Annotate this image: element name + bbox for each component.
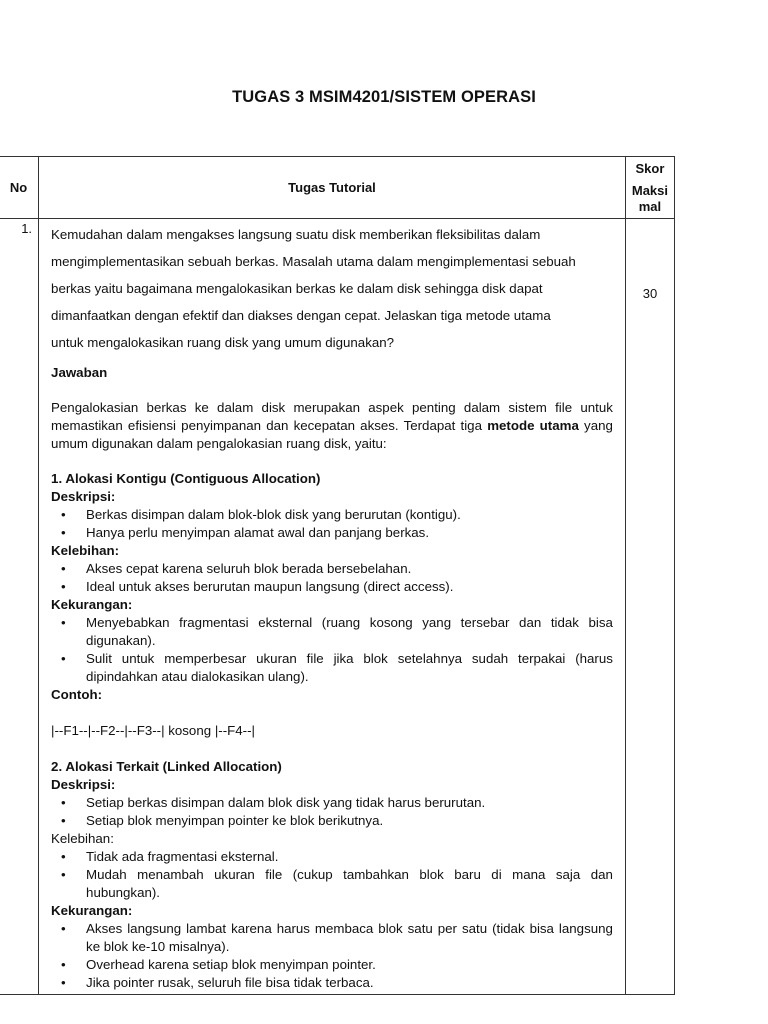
table-header-row xyxy=(0,157,675,219)
question-line: Kemudahan dalam mengakses langsung suatu disk memberikan fleksibilitas dalam xyxy=(51,227,541,242)
section2-pros-list xyxy=(51,848,613,902)
header-score xyxy=(625,157,674,219)
list-item: • Overhead karena setiap blok menyimpan pointer. xyxy=(86,956,613,974)
list-item: • Hanya perlu menyimpan alamat awal dan panjang berkas. xyxy=(86,524,613,542)
section1-desc-list xyxy=(51,506,613,542)
section2-cons-label: Kekurangan: xyxy=(51,903,133,918)
question-line: untuk mengalokasikan ruang disk yang umum digunakan? xyxy=(51,335,395,350)
question-text xyxy=(51,221,613,356)
section2-title: 2. Alokasi Terkait (Linked Allocation) xyxy=(51,759,282,774)
row-number: 1. xyxy=(21,221,33,236)
list-item: • Akses langsung lambat karena harus membaca blok satu per satu (tidak bisa langsung ke blok ke-10 misalnya). xyxy=(86,920,613,956)
list-item: • Mudah menambah ukuran file (cukup tambahkan blok baru di mana saja dan hubungkan). xyxy=(86,866,613,902)
page-title: TUGAS 3 MSIM4201/SISTEM OPERASI xyxy=(232,88,536,106)
score-cell xyxy=(625,219,674,995)
list-item: • Akses cepat karena seluruh blok berada bersebelahan. xyxy=(86,560,613,578)
header-score-line3: mal xyxy=(638,198,662,214)
intro-text-b: yang umum digunakan dalam pengalokasian ruang disk, yaitu: xyxy=(51,418,613,451)
row-number-cell xyxy=(0,219,39,995)
question-line: dimanfaatkan dengan efektif dan diakses dengan cepat. Jelaskan tiga metode utama xyxy=(51,308,551,323)
section1-desc-label: Deskripsi: xyxy=(51,489,116,504)
list-item: • Berkas disimpan dalam blok-blok disk yang berurutan (kontigu). xyxy=(86,506,613,524)
score-value: 30 xyxy=(642,286,658,301)
list-item: • Tidak ada fragmentasi eksternal. xyxy=(86,848,613,866)
list-item: • Menyebabkan fragmentasi eksternal (ruang kosong yang tersebar dan tidak bisa digunakan). xyxy=(86,614,613,650)
section2-pros-label: Kelebihan: xyxy=(51,831,114,846)
section1-cons-label: Kekurangan: xyxy=(51,597,133,612)
question-line: berkas yaitu bagaimana mengalokasikan berkas ke dalam disk sehingga disk dapat xyxy=(51,281,543,296)
table-row xyxy=(0,219,675,995)
intro-text-a: Pengalokasian berkas ke dalam disk merupakan aspek penting dalam sistem file untuk memastikan efisiensi penyimpanan dan kecepatan akses. Terdapat tiga xyxy=(51,400,613,433)
section1-example: |--F1--|--F2--|--F3--| kosong |--F4--| xyxy=(51,723,255,738)
section1-pros-list xyxy=(51,560,613,596)
list-item: • Sulit untuk memperbesar ukuran file jika blok setelahnya sudah terpakai (harus dipindahkan atau dialokasikan ulang). xyxy=(86,650,613,686)
section2-desc-list xyxy=(51,794,613,830)
header-no: No xyxy=(0,157,39,219)
section2-cons-list xyxy=(51,920,613,992)
list-item: • Setiap berkas disimpan dalam blok disk yang tidak harus berurutan. xyxy=(86,794,613,812)
question-line: mengimplementasikan sebuah berkas. Masalah utama dalam mengimplementasi sebuah xyxy=(51,254,576,269)
header-task: Tugas Tutorial xyxy=(39,157,626,219)
task-table xyxy=(0,156,675,995)
header-score-line2: Maksi xyxy=(631,182,669,198)
list-item: • Setiap blok menyimpan pointer ke blok berikutnya. xyxy=(86,812,613,830)
task-cell xyxy=(39,219,626,995)
answer-intro xyxy=(51,399,613,453)
intro-text-bold: metode utama xyxy=(487,418,579,433)
section1-title: 1. Alokasi Kontigu (Contiguous Allocation) xyxy=(51,471,321,486)
section1-pros-label: Kelebihan: xyxy=(51,543,120,558)
section1-cons-list xyxy=(51,614,613,686)
section1-example-label: Contoh: xyxy=(51,687,102,702)
answer-heading: Jawaban xyxy=(51,365,108,380)
header-score-line1: Skor xyxy=(635,160,665,176)
list-item: • Ideal untuk akses berurutan maupun langsung (direct access). xyxy=(86,578,613,596)
section2-desc-label: Deskripsi: xyxy=(51,777,116,792)
list-item: • Jika pointer rusak, seluruh file bisa tidak terbaca. xyxy=(86,974,613,992)
